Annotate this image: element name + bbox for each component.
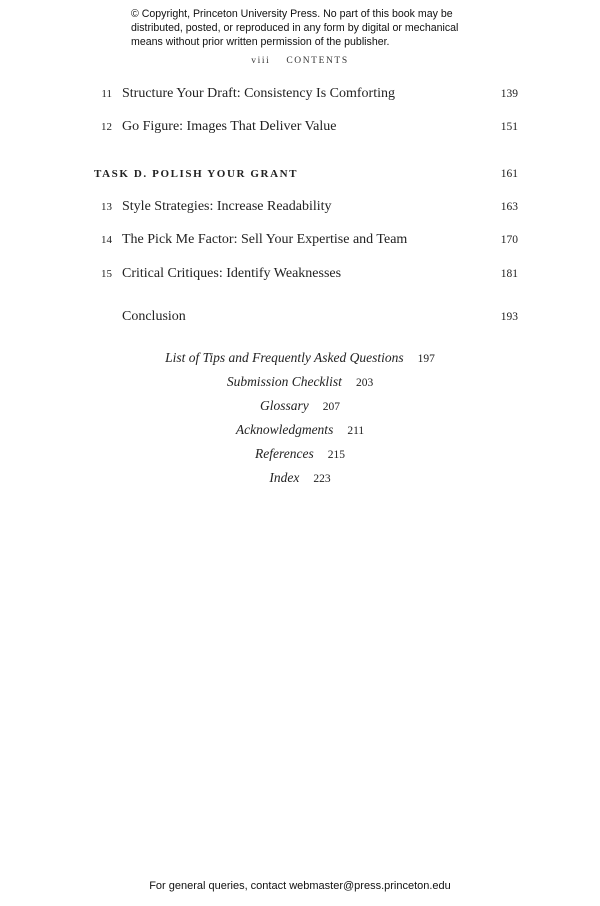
toc-entry-chapter-13 <box>0 199 600 217</box>
conclusion-title: Conclusion <box>122 309 186 324</box>
conclusion-page: 193 <box>500 311 518 323</box>
chapter-title: The Pick Me Factor: Sell Your Expertise and Team <box>122 232 408 247</box>
back-matter-title: Acknowledgments <box>235 422 334 437</box>
chapter-title: Go Figure: Images That Deliver Value <box>122 119 337 134</box>
back-matter-page: 207 <box>322 401 340 413</box>
footer-contact: For general queries, contact webmaster@press.princeton.edu <box>149 880 451 892</box>
toc-entry-task-d <box>0 166 600 184</box>
copyright-notice <box>131 7 481 49</box>
chapter-number: 15 <box>101 268 112 280</box>
copyright-line: means without prior written permission of the publisher. <box>131 36 390 48</box>
back-matter-page: 223 <box>313 473 331 485</box>
back-matter-page: 215 <box>327 449 345 461</box>
back-matter-item <box>0 422 600 446</box>
back-matter-item <box>0 470 600 494</box>
back-matter-title: List of Tips and Frequently Asked Questions <box>165 350 404 365</box>
toc-entry-chapter-15 <box>0 266 600 284</box>
chapter-number: 13 <box>101 201 112 213</box>
task-title: TASK D. POLISH YOUR GRANT <box>94 168 299 180</box>
running-head <box>0 56 600 66</box>
back-matter-page: 203 <box>355 377 374 389</box>
chapter-number: 14 <box>101 234 112 246</box>
task-page: 161 <box>500 168 518 180</box>
back-matter-page: 211 <box>347 425 365 437</box>
back-matter-list <box>0 350 600 494</box>
running-head-page-number: viii <box>251 56 271 66</box>
chapter-number: 11 <box>101 88 112 100</box>
toc-entry-conclusion <box>0 309 600 327</box>
chapter-title: Style Strategies: Increase Readability <box>122 199 332 214</box>
back-matter-item <box>0 374 600 398</box>
back-matter-item <box>0 446 600 470</box>
copyright-line: distributed, posted, or reproduced in any form by digital or mechanical <box>131 22 459 34</box>
back-matter-item <box>0 350 600 374</box>
chapter-page: 170 <box>500 234 518 246</box>
chapter-number: 12 <box>101 121 112 133</box>
back-matter-item <box>0 398 600 422</box>
chapter-page: 181 <box>500 268 518 280</box>
running-head-label: CONTENTS <box>286 56 349 66</box>
back-matter-title: Glossary <box>259 398 309 413</box>
chapter-page: 139 <box>500 88 518 100</box>
chapter-page: 163 <box>500 201 518 213</box>
chapter-page: 151 <box>500 121 518 133</box>
chapter-title: Critical Critiques: Identify Weaknesses <box>122 266 342 281</box>
back-matter-title: Submission Checklist <box>226 374 342 389</box>
chapter-title: Structure Your Draft: Consistency Is Comforting <box>122 86 395 101</box>
toc-entry-chapter-14 <box>0 232 600 250</box>
toc-entry-chapter-11 <box>0 86 600 104</box>
toc-entry-chapter-12 <box>0 119 600 137</box>
back-matter-page: 197 <box>417 353 435 365</box>
copyright-line: © Copyright, Princeton University Press. No part of this book may be <box>131 8 453 20</box>
back-matter-title: Index <box>269 470 300 485</box>
back-matter-title: References <box>255 446 314 461</box>
